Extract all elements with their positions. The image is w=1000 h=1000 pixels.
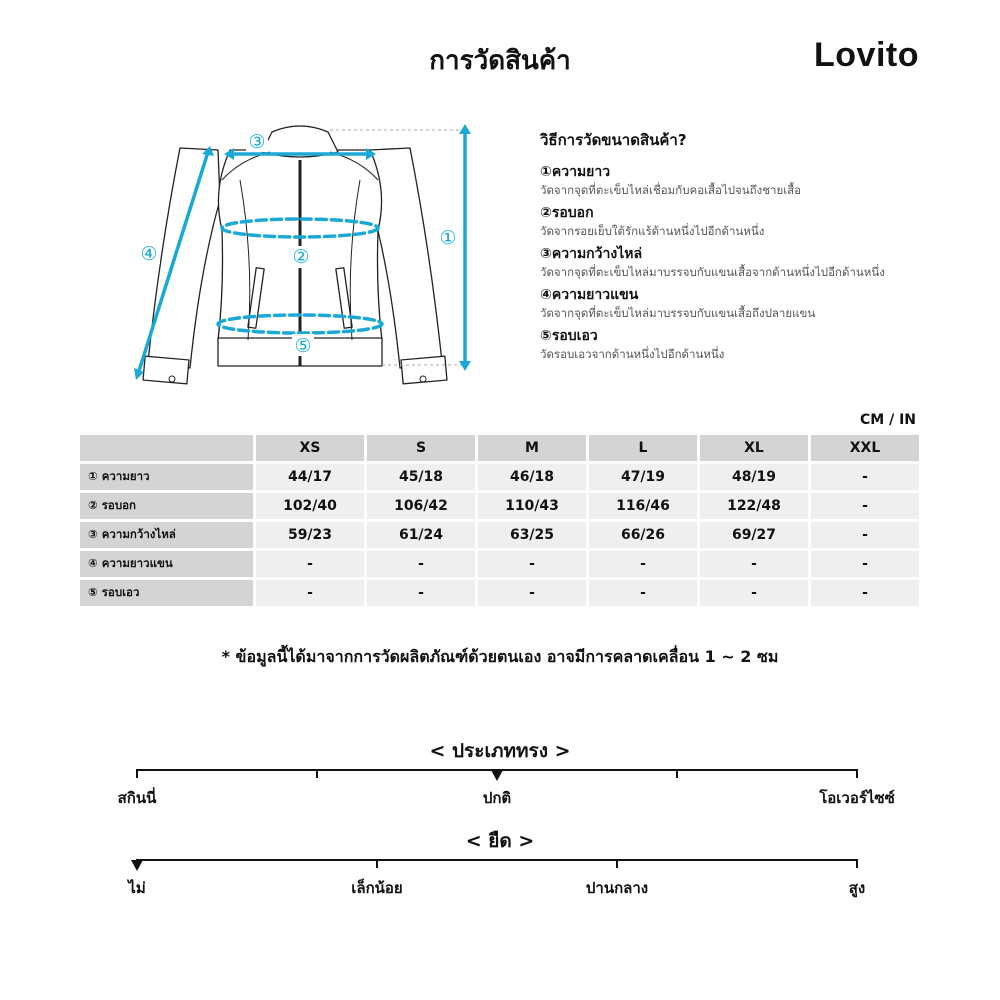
row-label: ④ ความยาวแขน [80, 551, 253, 577]
row-label: ② รอบอก [80, 493, 253, 519]
size-header: XL [700, 435, 808, 461]
table-cell: 48/19 [700, 464, 808, 490]
howto-item-chest [540, 203, 980, 240]
marker-chest: ② [292, 246, 310, 268]
jacket-measurement-diagram [120, 110, 480, 400]
table-cell: 110/43 [478, 493, 586, 519]
table-row [80, 522, 919, 548]
table-cell: 66/26 [589, 522, 697, 548]
row-label: ③ ความกว้างไหล่ [80, 522, 253, 548]
left-cuff-button [169, 376, 175, 382]
marker-length: ① [439, 227, 457, 249]
length-arrow-top [459, 124, 471, 134]
howto-item-sleeve [540, 285, 980, 322]
howto-description: วัดจากจุดที่ตะเข็บไหล่เชื่อมกับคอเสื้อไปจนถึงชายเสื้อ [540, 183, 802, 197]
measurement-disclaimer: * ข้อมูลนี้ได้มาจากการวัดผลิตภัณฑ์ด้วยตนเอง อาจมีการคลาดเคลื่อน 1 ~ 2 ซม [221, 647, 779, 666]
marker-sleeve: ④ [140, 243, 158, 265]
table-cell: - [589, 580, 697, 606]
table-cell: - [811, 522, 919, 548]
size-header-row [80, 435, 919, 461]
stretch-scale-tick [856, 859, 858, 868]
howto-label: ②รอบอก [540, 205, 594, 221]
table-row [80, 493, 919, 519]
table-cell: 61/24 [367, 522, 475, 548]
size-header: S [367, 435, 475, 461]
length-arrow-bottom [459, 361, 471, 371]
brand-logo: Lovito [814, 36, 919, 74]
fit-scale-tick [856, 769, 858, 778]
table-cell: 69/27 [700, 522, 808, 548]
table-cell: 45/18 [367, 464, 475, 490]
table-cell: - [811, 464, 919, 490]
table-cell: 44/17 [256, 464, 364, 490]
how-to-measure-heading: วิธีการวัดขนาดสินค้า? [540, 131, 687, 149]
table-cell: 122/48 [700, 493, 808, 519]
fit-label-skinny: สกินนี่ [117, 789, 157, 807]
table-cell: 47/19 [589, 464, 697, 490]
stretch-scale-title: < ยืด > [465, 830, 535, 852]
size-header: M [478, 435, 586, 461]
table-cell: - [478, 580, 586, 606]
page-title: การวัดสินค้า [429, 46, 571, 76]
howto-description: วัดรอบเอวจากด้านหนึ่งไปอีกด้านหนึ่ง [540, 347, 725, 361]
row-label: ⑤ รอบเอว [80, 580, 253, 606]
size-header: XXL [811, 435, 919, 461]
stretch-scale-tick [616, 859, 618, 868]
stretch-scale-line [136, 859, 858, 861]
table-cell: - [811, 551, 919, 577]
howto-label: ①ความยาว [540, 164, 611, 180]
stretch-label-medium: ปานกลาง [585, 879, 649, 897]
fit-label-oversize: โอเวอร์ไซซ์ [819, 789, 895, 807]
table-cell: - [589, 551, 697, 577]
size-header: XS [256, 435, 364, 461]
table-cell: - [367, 580, 475, 606]
size-table [77, 432, 922, 609]
fit-label-regular: ปกติ [482, 789, 512, 807]
table-cell: 46/18 [478, 464, 586, 490]
fit-scale-tick [676, 769, 678, 778]
table-cell: - [700, 551, 808, 577]
howto-label: ⑤รอบเอว [540, 328, 598, 344]
stretch-scale-tick [376, 859, 378, 868]
howto-description: วัดจากรอยเย็บใต้รักแร้ด้านหนึ่งไปอีกด้านหนึ่ง [540, 224, 765, 238]
table-row [80, 551, 919, 577]
table-cell: 116/46 [589, 493, 697, 519]
table-cell: - [811, 580, 919, 606]
fit-scale-title: < ประเภททรง > [429, 740, 571, 762]
table-corner-cell [80, 435, 253, 461]
left-cuff [143, 356, 189, 384]
row-label: ① ความยาว [80, 464, 253, 490]
fit-scale-tick [316, 769, 318, 778]
table-cell: 63/25 [478, 522, 586, 548]
table-row [80, 464, 919, 490]
howto-description: วัดจากจุดที่ตะเข็บไหล่มาบรรจบกับแขนเสื้อถึงปลายแขน [540, 306, 816, 320]
fit-scale-tick [136, 769, 138, 778]
howto-item-waist [540, 326, 980, 363]
table-cell: - [478, 551, 586, 577]
table-cell: 59/23 [256, 522, 364, 548]
howto-label: ④ความยาวแขน [540, 287, 639, 303]
table-row [80, 580, 919, 606]
table-cell: 102/40 [256, 493, 364, 519]
howto-label: ③ความกว้างไหล่ [540, 246, 643, 262]
table-cell: - [256, 580, 364, 606]
unit-label: CM / IN [860, 412, 916, 428]
right-cuff-button [420, 376, 426, 382]
table-cell: 106/42 [367, 493, 475, 519]
stretch-label-high: สูง [848, 879, 866, 897]
table-cell: - [811, 493, 919, 519]
stretch-label-none: ไม่ [128, 879, 146, 897]
how-to-measure-section [540, 128, 980, 367]
fit-selected-marker [491, 770, 503, 781]
table-cell: - [256, 551, 364, 577]
size-header: L [589, 435, 697, 461]
howto-item-shoulder [540, 244, 980, 281]
stretch-selected-marker [131, 860, 143, 871]
table-cell: - [367, 551, 475, 577]
stretch-label-slight: เล็กน้อย [351, 879, 403, 897]
marker-shoulder: ③ [248, 131, 266, 153]
table-cell: - [700, 580, 808, 606]
howto-item-length [540, 162, 980, 199]
marker-waist: ⑤ [294, 335, 312, 357]
howto-description: วัดจากจุดที่ตะเข็บไหล่มาบรรจบกับแขนเสื้อจากด้านหนึ่งไปอีกด้านหนึ่ง [540, 265, 885, 279]
